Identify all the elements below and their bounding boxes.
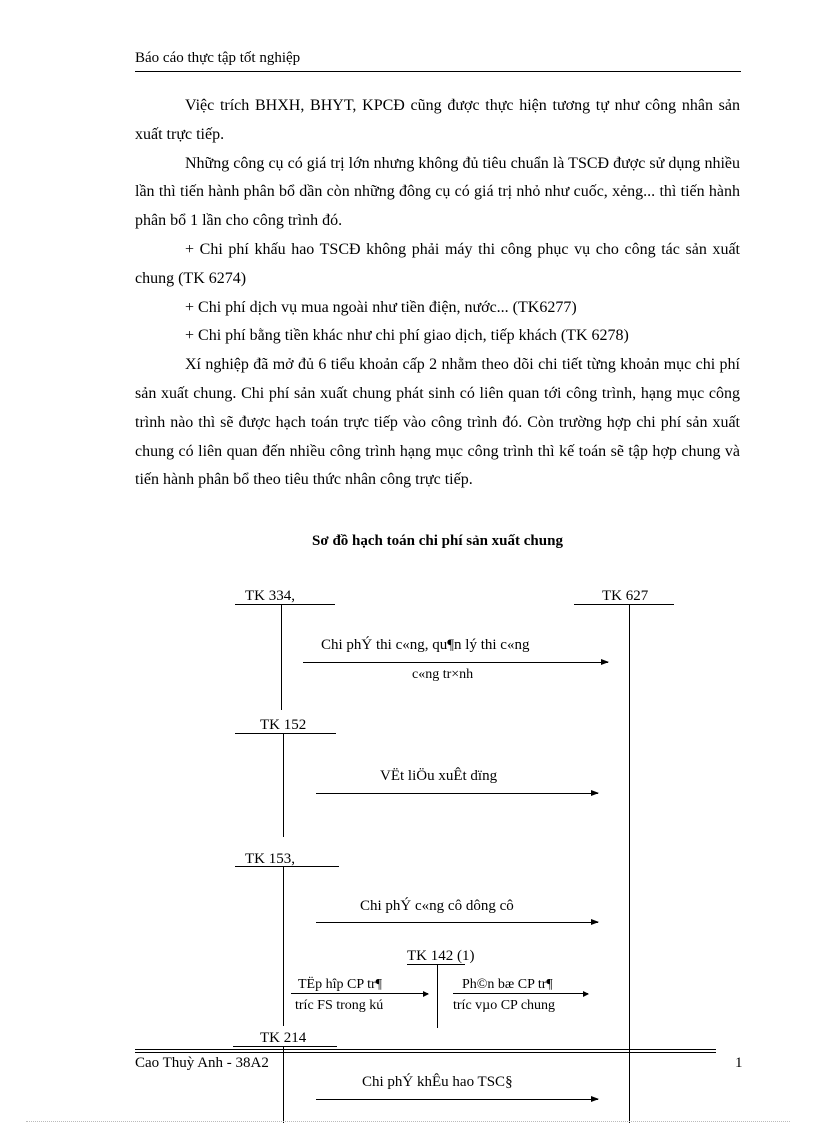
paragraph-5: + Chi phí bằng tiền khác như chi phí giao dịch, tiếp khách (TK 6278) xyxy=(185,327,629,345)
flow-2-arrow xyxy=(316,793,598,794)
flow-1-label-line2: c«ng tr×nh xyxy=(412,667,474,682)
account-tk142-stem xyxy=(437,964,438,1028)
prepaid-collect-label-line2: tríc FS trong kú xyxy=(295,998,384,1013)
footer-page-number: 1 xyxy=(735,1055,743,1071)
prepaid-collect-label-line1: TËp hîp CP tr¶ xyxy=(298,977,382,992)
flow-1-arrow xyxy=(303,662,608,663)
account-tk153-stem xyxy=(283,866,284,1026)
account-tk627-stem xyxy=(629,604,630,1123)
prepaid-allocate-label-line1: Ph©n bæ CP tr¶ xyxy=(462,977,553,992)
paragraph-2: Những công cụ có giá trị lớn nhưng không đủ tiêu chuẩn là TSCĐ được sử dụng nhiều lần thì tiến hành phân bổ dần còn những đông cụ có giá trị nhỏ như cuốc, xẻng... thì tiến hành phân bổ 1 lần cho công trình đó. xyxy=(135,154,740,230)
account-tk334-label: TK 334, xyxy=(245,588,295,604)
paragraph-6: Xí nghiệp đã mở đủ 6 tiểu khoản cấp 2 nhằm theo dõi chi tiết từng khoản mục chi phí sản xuất chung. Chi phí sản xuất chung phát sinh có liên quan tới công trình, hạng mục công trình nào thì sẽ được hạch toán trực tiếp vào công trình đó. Còn trường hợp chi phí sản xuất chung có liên quan đến nhiều công trình hạng mục công trình thì kế toán sẽ tập hợp chung và tiến hành phân bổ theo tiêu thức nhân công trực tiếp. xyxy=(135,356,740,489)
footer-rule-top xyxy=(135,1049,716,1050)
footer-rule-bottom xyxy=(135,1052,716,1053)
footer-author: Cao Thuỳ Anh - 38A2 xyxy=(135,1055,269,1071)
prepaid-collect-arrow xyxy=(291,993,428,994)
paragraph-3: + Chi phí khấu hao TSCĐ không phải máy thi công phục vụ cho công tác sản xuất chung (TK 6274) xyxy=(135,240,740,287)
flow-1-label-line1: Chi phÝ thi c«ng, qu¶n lý thi c«ng xyxy=(321,637,530,653)
account-tk152-rule xyxy=(235,733,336,734)
account-tk334-stem xyxy=(281,604,282,710)
account-tk214-stem xyxy=(283,1046,284,1123)
diagram-title: Sơ đồ hạch toán chi phí sản xuất chung xyxy=(312,533,563,549)
prepaid-allocate-arrow xyxy=(453,993,588,994)
flow-2-label: VËt liÖu xuÊt dïng xyxy=(380,768,498,784)
account-tk627-rule xyxy=(574,604,674,605)
body-text xyxy=(135,92,740,495)
flow-3-arrow xyxy=(316,922,598,923)
paragraph-4: + Chi phí dịch vụ mua ngoài như tiền điện, nước... (TK6277) xyxy=(185,298,577,316)
account-tk153-rule xyxy=(235,866,339,867)
account-tk214-rule xyxy=(233,1046,337,1047)
account-tk152-stem xyxy=(283,733,284,837)
account-tk153-label: TK 153, xyxy=(245,851,295,867)
account-tk627-label: TK 627 xyxy=(602,588,649,604)
account-tk142-label: TK 142 (1) xyxy=(407,948,475,964)
flow-3-label: Chi phÝ c«ng cô dông cô xyxy=(360,898,514,914)
page-header-title: Báo cáo thực tập tốt nghiệp xyxy=(135,50,301,66)
page-break-dots xyxy=(26,1121,790,1122)
header-rule xyxy=(135,71,741,72)
paragraph-1: Việc trích BHXH, BHYT, KPCĐ cũng được thực hiện tương tự như công nhân sản xuất trực tiếp. xyxy=(135,97,740,143)
account-tk214-label: TK 214 xyxy=(260,1030,307,1046)
flow-4-arrow xyxy=(316,1099,598,1100)
account-tk142-rule xyxy=(407,964,465,965)
account-tk152-label: TK 152 xyxy=(260,717,307,733)
flow-4-label: Chi phÝ khÊu hao TSC§ xyxy=(362,1074,513,1090)
account-tk334-rule xyxy=(235,604,335,605)
prepaid-allocate-label-line2: tríc vµo CP chung xyxy=(453,998,556,1013)
